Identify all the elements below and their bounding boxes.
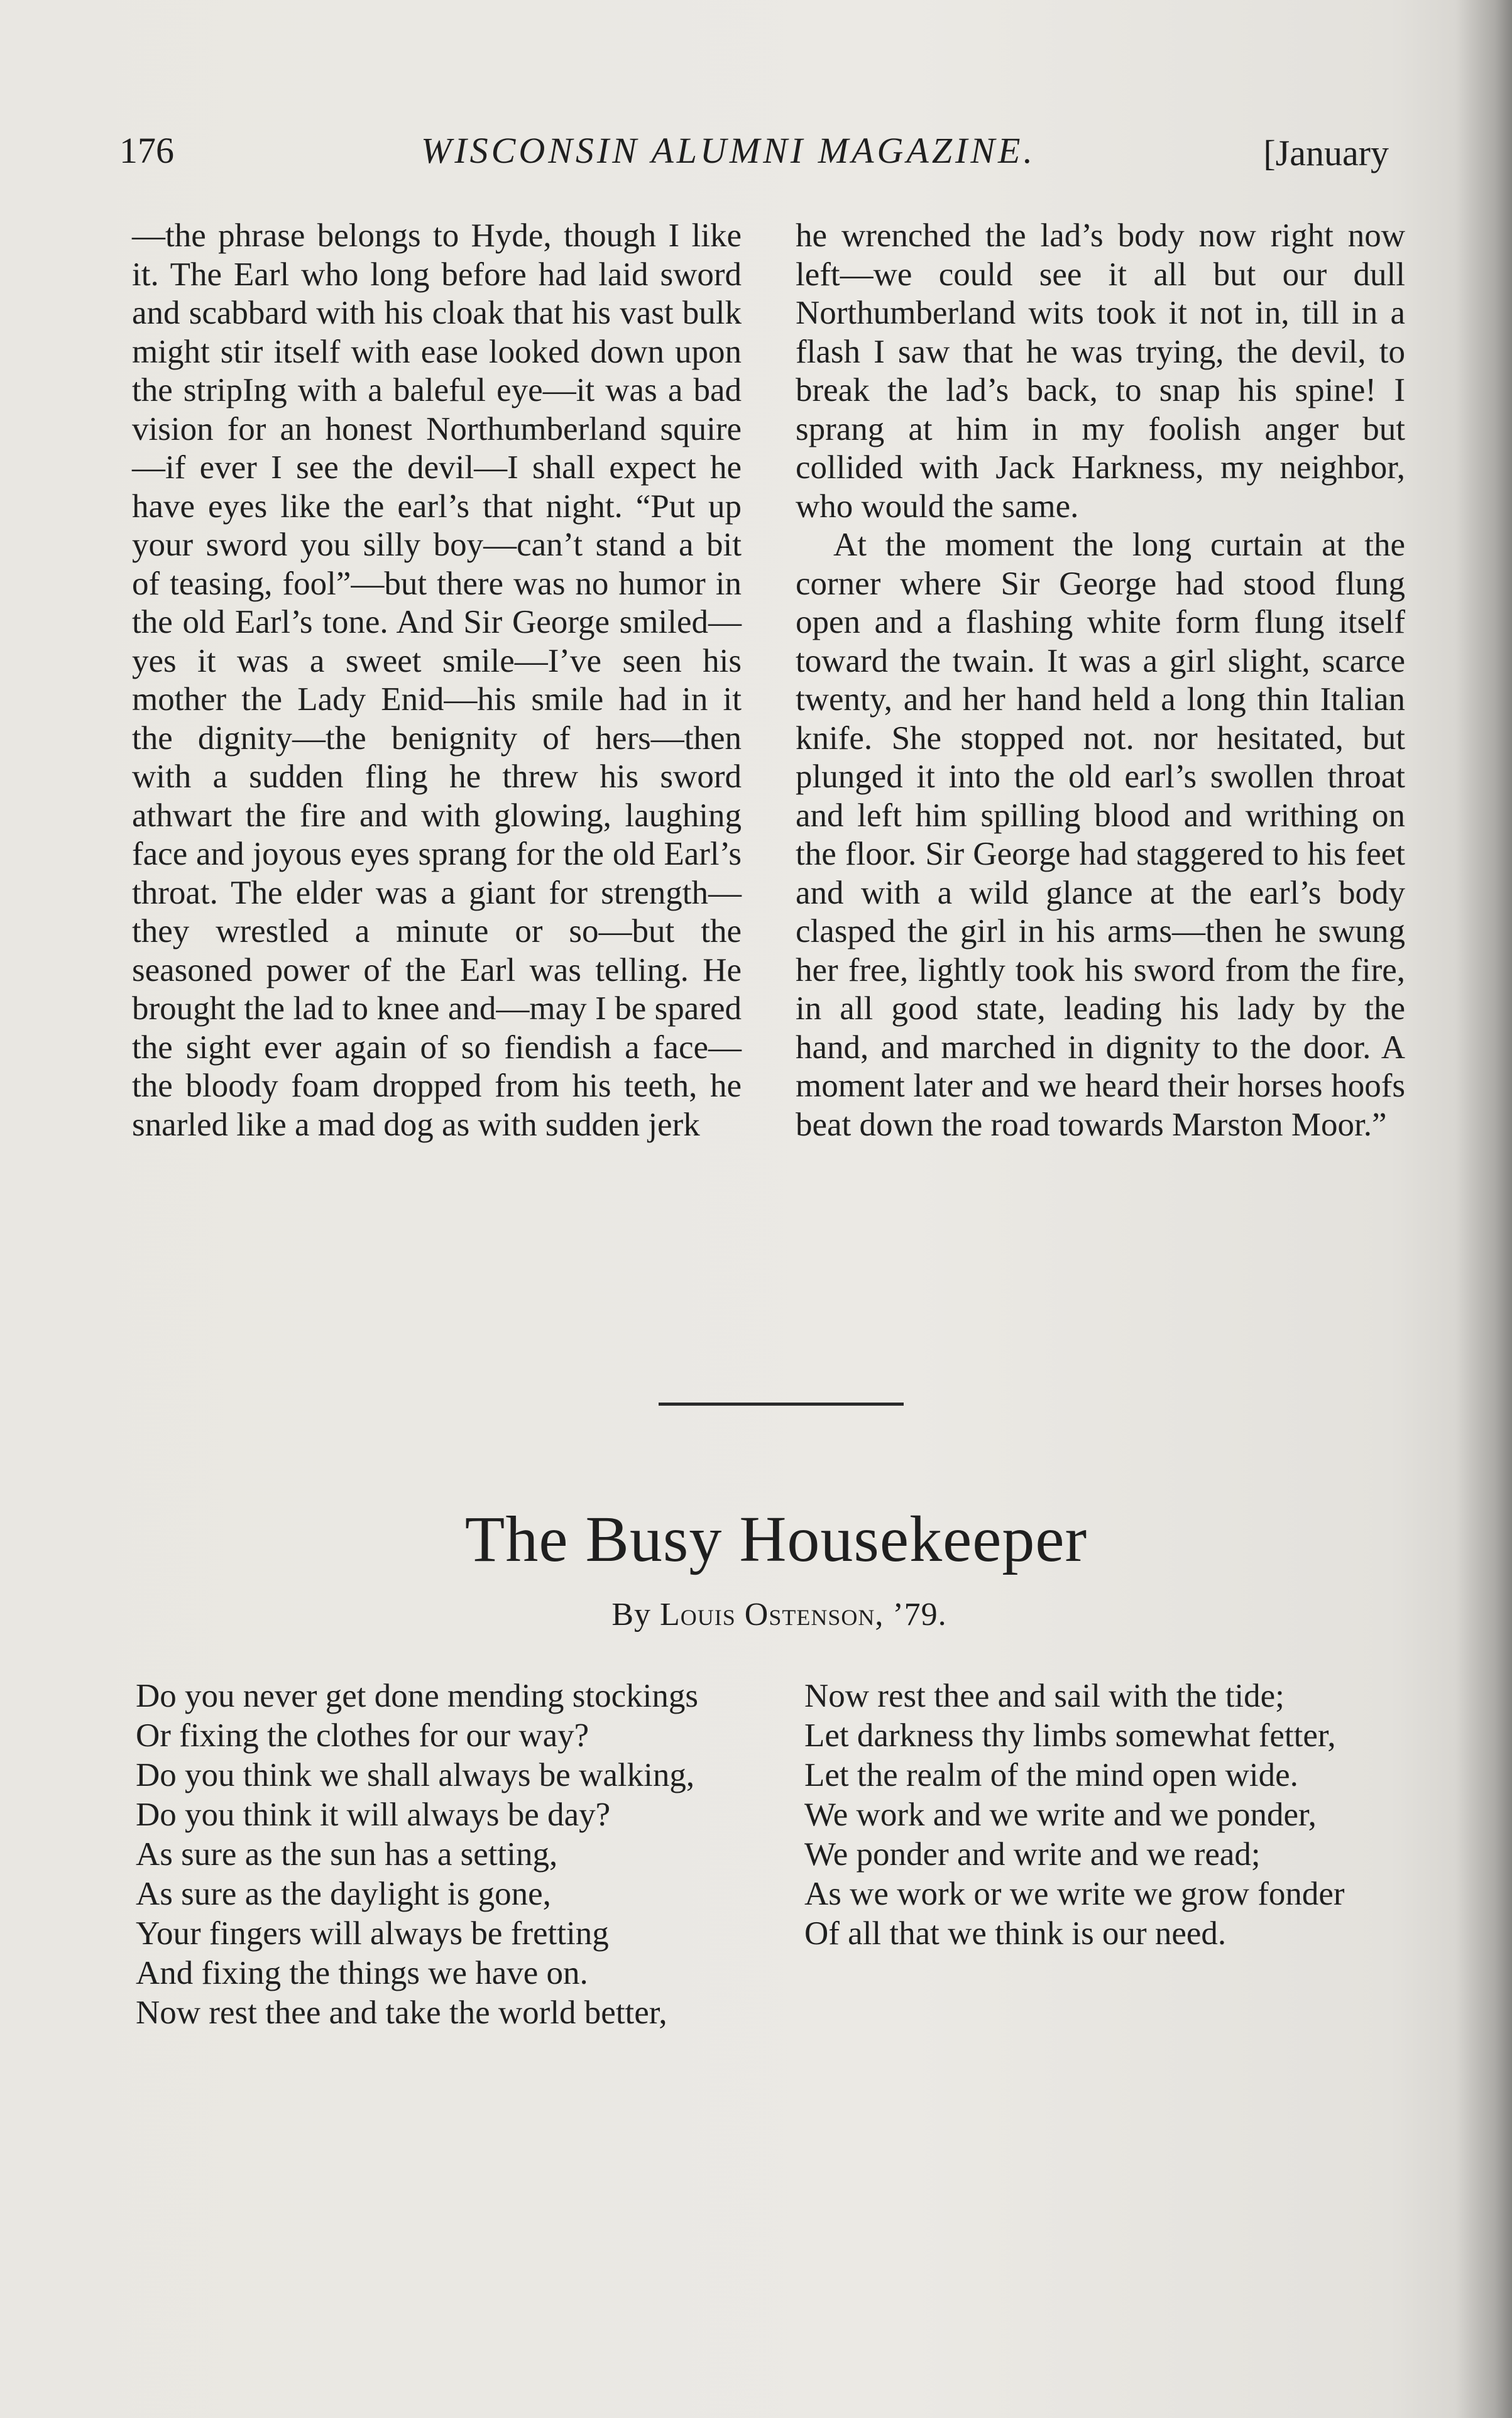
poem-line: And fixing the things we have on. bbox=[136, 1955, 588, 1991]
poem-byline bbox=[0, 1596, 1512, 1633]
story-paragraph: he wrenched the lad’s body now right now left—we could see it all but our dull Northumberland wits took it not in, till in a flash I saw that he was trying, the devil, to break the lad’s back, to snap his spine! I sprang at him in my foolish anger but collided with Jack Harkness, my neighbor, who would the same. bbox=[796, 217, 1405, 525]
poem-line: Let the realm of the mind open wide. bbox=[804, 1757, 1298, 1793]
poem-line: As sure as the sun has a setting, bbox=[136, 1836, 558, 1873]
poem-line: As we work or we write we grow fonder bbox=[804, 1876, 1345, 1912]
poem-title: The Busy Housekeeper bbox=[464, 1503, 1088, 1575]
poem-line: We ponder and write and we read; bbox=[804, 1836, 1261, 1873]
issue-month: [January bbox=[1263, 133, 1389, 173]
story-paragraph: —the phrase belongs to Hyde, though I like it. The Earl who long before had laid sword and scabbard with his cloak that his vast bulk might stir itself with ease looked down upon the stripIng with a baleful eye—it was a bad vision for an honest Northumberland squire—if ever I see the devil—I shall expect he have eyes like the earl’s that night. “Put up your sword you silly boy—can’t stand a bit of teasing, fool”—but there was no humor in the old Earl’s tone. And Sir George smiled—yes it was a sweet smile—I’ve seen his mother the Lady Enid—his smile had in it the dignity—the benignity of hers—then with a sudden fling he threw his sword athwart the fire and with glowing, laughing face and joyous eyes sprang for the old Earl’s throat. The elder was a giant for strength—they wrestled a minute or so—but the seasoned power of the Earl was telling. He brought the lad to knee and—may I be spared the sight ever again of so fiendish a face—the bloody foam dropped from his teeth, he snarled like a mad dog as with sudden jerk bbox=[132, 217, 742, 1143]
poem-line: Do you never get done mending stockings bbox=[136, 1678, 698, 1714]
poem-right-column bbox=[804, 1677, 1420, 1954]
story-right-column bbox=[796, 217, 1405, 1144]
poem-line: Do you think it will always be day? bbox=[136, 1797, 611, 1833]
poem-line: Or fixing the clothes for our way? bbox=[136, 1717, 589, 1754]
story-paragraph: At the moment the long curtain at the corner where Sir George had stood flung open and a flashing white form flung itself toward the twain. It was a girl slight, scarce twenty, and her hand held a long thin Italian knife. She stopped not. nor hesitated, but plunged it into the old earl’s swollen throat and left him spilling blood and writhing on the floor. Sir George had staggered to his feet and with a wild glance at the earl’s body clasped the girl in his arms—then he swung her free, lightly took his sword from the fire, in all good state, leading his lady by the hand, and marched in dignity to the door. A moment later and we heard their horses hoofs beat down the road towards Marston Moor.” bbox=[796, 527, 1405, 1143]
class-year: , ’79. bbox=[875, 1597, 947, 1633]
poem-line: As sure as the daylight is gone, bbox=[136, 1876, 551, 1912]
poem-author: Louis Ostenson bbox=[660, 1597, 875, 1633]
poem-line: Do you think we shall always be walking, bbox=[136, 1757, 695, 1793]
section-divider bbox=[659, 1403, 904, 1406]
poem-line: Let darkness thy limbs somewhat fetter, bbox=[804, 1717, 1336, 1754]
page-number: 176 bbox=[119, 130, 174, 171]
poem-line: Of all that we think is our need. bbox=[804, 1915, 1227, 1952]
poem-left-column bbox=[136, 1677, 752, 2033]
poem-line: We work and we write and we ponder, bbox=[804, 1797, 1317, 1833]
poem-line: Your fingers will always be fretting bbox=[136, 1915, 609, 1952]
binding-shadow bbox=[1455, 0, 1512, 2418]
story-left-column bbox=[132, 217, 742, 1144]
poem-line: Now rest thee and take the world better, bbox=[136, 1994, 667, 2031]
running-head bbox=[119, 123, 1389, 180]
poem-line: Now rest thee and sail with the tide; bbox=[804, 1678, 1285, 1714]
magazine-title: WISCONSIN ALUMNI MAGAZINE. bbox=[421, 130, 1036, 171]
byline-prefix: By bbox=[611, 1597, 651, 1633]
